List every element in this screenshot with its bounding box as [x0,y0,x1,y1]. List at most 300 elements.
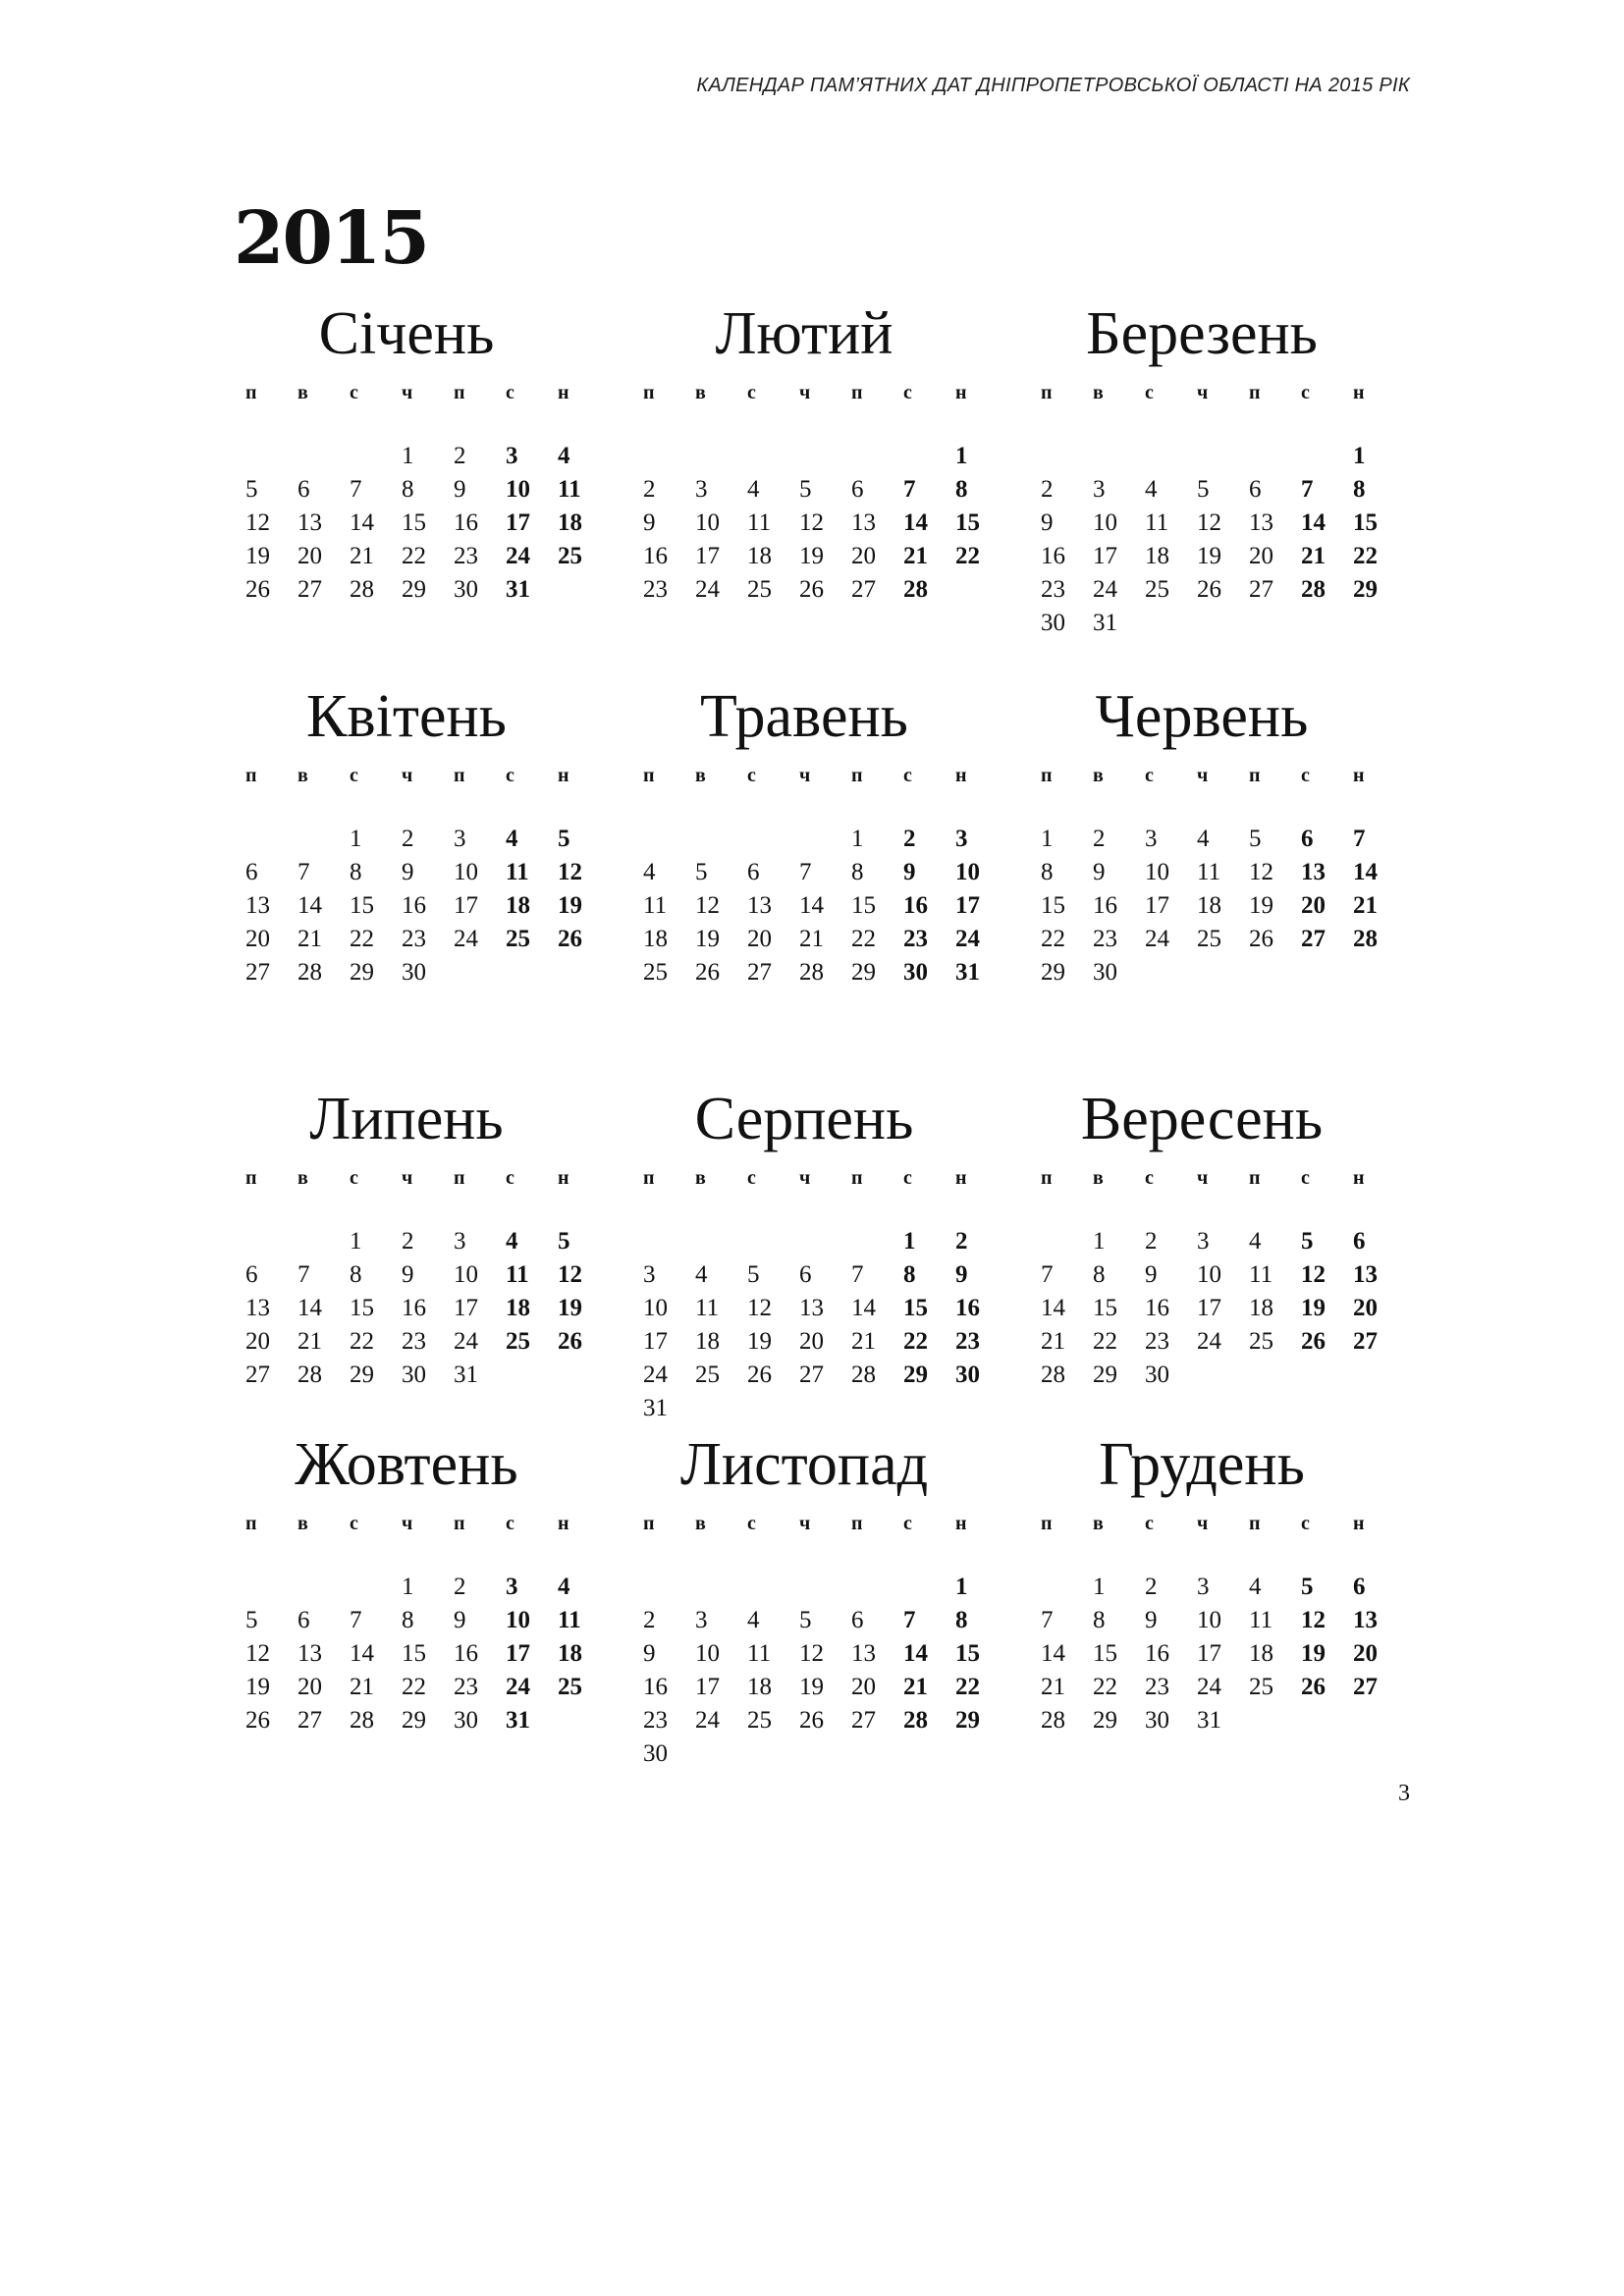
day-number: 19 [1197,543,1221,569]
day-number: 20 [298,543,322,569]
day-number: 12 [245,509,270,536]
day-number: 15 [955,1640,980,1667]
day-number: 31 [1197,1707,1221,1734]
month-name: Жовтень [295,1431,518,1498]
day-number: 5 [747,1261,760,1288]
day-number: 7 [1041,1261,1054,1288]
day-number: 15 [851,892,876,919]
day-number: 10 [1197,1607,1221,1633]
day-number: 15 [1093,1295,1117,1321]
day-number: 7 [1353,826,1366,852]
day-number: 10 [955,859,980,885]
day-number: 22 [903,1328,928,1355]
day-number: 3 [506,443,518,469]
day-number: 28 [903,1707,928,1734]
day-number: 6 [1301,826,1314,852]
day-number: 13 [799,1295,824,1321]
day-number: 15 [1093,1640,1117,1667]
day-number: 8 [955,1607,968,1633]
weekday-label: п [851,764,863,786]
weekday-label: ч [799,381,811,403]
page-number: 3 [1398,1781,1410,1806]
day-number: 2 [643,1607,656,1633]
day-number: 6 [1249,476,1262,503]
day-number: 14 [1041,1640,1065,1667]
day-number: 24 [506,543,530,569]
day-number: 7 [799,859,812,885]
day-number: 26 [1301,1328,1326,1355]
day-number: 11 [643,892,668,919]
month-block [240,294,583,607]
day-number: 16 [643,1674,668,1700]
day-number: 13 [1249,509,1273,536]
day-number: 15 [955,509,980,536]
weekday-label: в [695,381,706,403]
day-number: 3 [955,826,968,852]
day-number: 13 [747,892,772,919]
day-number: 9 [402,859,414,885]
day-number: 24 [1197,1328,1221,1355]
weekday-label: п [1041,1512,1053,1534]
day-number: 27 [1301,926,1326,952]
weekday-label: с [506,1166,514,1189]
day-number: 30 [402,959,426,986]
day-number: 4 [747,476,760,503]
day-number: 23 [1093,926,1117,952]
weekday-label: ч [799,1166,811,1189]
weekday-label: ч [402,1512,413,1534]
day-number: 2 [454,1574,466,1600]
day-number: 16 [402,1295,426,1321]
day-number: 6 [245,859,258,885]
day-number: 22 [1353,543,1378,569]
day-number: 29 [1093,1707,1117,1734]
day-number: 20 [747,926,772,952]
day-number: 4 [1249,1574,1262,1600]
day-number: 4 [1249,1228,1262,1255]
day-number: 11 [1145,509,1169,536]
day-number: 18 [1145,543,1169,569]
weekday-label: п [643,381,655,403]
day-number: 28 [851,1362,876,1388]
day-number: 23 [454,1674,478,1700]
day-number: 28 [350,576,374,603]
day-number: 17 [955,892,980,919]
day-number: 22 [402,543,426,569]
day-number: 12 [245,1640,270,1667]
day-number: 13 [1301,859,1326,885]
month-name: Липень [309,1086,504,1152]
month-name: Серпень [694,1086,914,1152]
day-number: 16 [454,509,478,536]
month-name: Грудень [1099,1431,1305,1498]
day-number: 15 [402,1640,426,1667]
weekday-label: с [1301,381,1310,403]
day-number: 20 [298,1674,322,1700]
month-block [637,1425,981,1771]
day-number: 1 [350,826,362,852]
month-name: Лютий [715,300,893,367]
day-number: 17 [695,543,720,569]
day-number: 30 [1145,1707,1169,1734]
weekday-label: с [1145,381,1154,403]
day-number: 21 [350,543,374,569]
day-number: 6 [851,476,864,503]
day-number: 26 [695,959,720,986]
day-number: 23 [1145,1328,1169,1355]
day-number: 8 [851,859,864,885]
day-number: 7 [350,1607,362,1633]
day-number: 11 [1249,1261,1273,1288]
day-number: 14 [298,892,322,919]
day-number: 17 [506,1640,530,1667]
day-number: 5 [1249,826,1262,852]
day-number: 9 [955,1261,968,1288]
day-number: 24 [454,926,478,952]
day-number: 29 [903,1362,928,1388]
weekday-label: ч [1197,1512,1209,1534]
day-number: 10 [695,509,720,536]
weekday-label: с [903,381,912,403]
day-number: 18 [643,926,668,952]
day-number: 26 [799,1707,824,1734]
day-number: 31 [955,959,980,986]
day-number: 14 [350,1640,374,1667]
weekday-label: н [558,1512,569,1534]
weekday-label: ч [402,381,413,403]
day-number: 10 [506,1607,530,1633]
month-block [637,1080,981,1425]
day-number: 11 [558,1607,581,1633]
day-number: 5 [1301,1574,1314,1600]
day-number: 9 [1093,859,1106,885]
day-number: 9 [402,1261,414,1288]
day-number: 17 [695,1674,720,1700]
day-number: 10 [454,859,478,885]
day-number: 15 [350,892,374,919]
day-number: 25 [506,1328,530,1355]
day-number: 16 [454,1640,478,1667]
day-number: 28 [1301,576,1326,603]
day-number: 26 [245,1707,270,1734]
weekday-label: н [955,764,967,786]
day-number: 21 [851,1328,876,1355]
day-number: 12 [747,1295,772,1321]
day-number: 6 [1353,1574,1366,1600]
weekday-header [637,373,981,412]
weekday-label: в [298,1166,308,1189]
day-number: 6 [799,1261,812,1288]
day-number: 17 [1197,1295,1221,1321]
day-number: 30 [402,1362,426,1388]
day-number: 6 [298,476,310,503]
weekday-label: п [454,1166,465,1189]
weekday-label: ч [402,1166,413,1189]
running-title: КАЛЕНДАР ПАМ’ЯТНИХ ДАТ ДНІПРОПЕТРОВСЬКОЇ ОБЛАСТІ НА 2015 РІК [696,75,1410,96]
days-grid [240,440,583,607]
days-grid [637,1571,981,1771]
day-number: 18 [558,1640,582,1667]
day-number: 8 [1041,859,1054,885]
month-block [1035,1080,1379,1392]
day-number: 6 [298,1607,310,1633]
day-number: 2 [1041,476,1054,503]
day-number: 12 [695,892,720,919]
day-number: 5 [245,1607,258,1633]
weekday-label: с [350,1512,358,1534]
day-number: 30 [454,576,478,603]
weekday-label: с [506,1512,514,1534]
days-grid [240,823,583,989]
weekday-label: с [350,764,358,786]
day-number: 24 [506,1674,530,1700]
day-number: 11 [1249,1607,1273,1633]
month-block [240,677,583,989]
days-grid [637,1225,981,1425]
weekday-label: с [903,1166,912,1189]
day-number: 5 [1197,476,1210,503]
weekday-label: ч [1197,1166,1209,1189]
day-number: 14 [851,1295,876,1321]
day-number: 14 [1301,509,1326,536]
day-number: 7 [903,476,916,503]
day-number: 6 [245,1261,258,1288]
day-number: 25 [747,576,772,603]
day-number: 24 [695,576,720,603]
day-number: 25 [558,543,582,569]
day-number: 23 [454,543,478,569]
day-number: 25 [1249,1674,1273,1700]
day-number: 12 [1249,859,1273,885]
day-number: 24 [955,926,980,952]
day-number: 30 [1093,959,1117,986]
day-number: 4 [747,1607,760,1633]
day-number: 7 [851,1261,864,1288]
day-number: 13 [851,1640,876,1667]
weekday-label: п [454,381,465,403]
month-name: Листопад [679,1431,929,1498]
weekday-label: н [955,1512,967,1534]
day-number: 1 [955,443,968,469]
day-number: 23 [1041,576,1065,603]
day-number: 3 [1093,476,1106,503]
day-number: 30 [1041,610,1065,636]
day-number: 2 [1145,1228,1158,1255]
weekday-header [637,1504,981,1543]
day-number: 9 [454,476,466,503]
day-number: 27 [245,959,270,986]
day-number: 3 [506,1574,518,1600]
day-number: 14 [350,509,374,536]
day-number: 7 [298,859,310,885]
weekday-label: с [747,764,756,786]
day-number: 15 [903,1295,928,1321]
day-number: 1 [903,1228,916,1255]
day-number: 21 [1041,1328,1065,1355]
day-number: 2 [903,826,916,852]
weekday-label: п [1249,1166,1261,1189]
day-number: 12 [558,1261,582,1288]
day-number: 20 [245,1328,270,1355]
day-number: 7 [1301,476,1314,503]
day-number: 19 [1249,892,1273,919]
day-number: 27 [851,576,876,603]
day-number: 13 [851,509,876,536]
day-number: 19 [558,892,582,919]
day-number: 15 [1041,892,1065,919]
day-number: 13 [245,1295,270,1321]
day-number: 12 [799,1640,824,1667]
day-number: 21 [1353,892,1378,919]
weekday-label: п [1249,1512,1261,1534]
weekday-label: с [747,1166,756,1189]
day-number: 27 [298,576,322,603]
day-number: 5 [1301,1228,1314,1255]
day-number: 8 [402,476,414,503]
day-number: 24 [1145,926,1169,952]
day-number: 27 [1249,576,1273,603]
day-number: 22 [1093,1674,1117,1700]
day-number: 26 [558,1328,582,1355]
day-number: 8 [1353,476,1366,503]
day-number: 13 [245,892,270,919]
day-number: 1 [402,1574,414,1600]
days-grid [240,1571,583,1737]
day-number: 11 [747,1640,772,1667]
day-number: 4 [1145,476,1158,503]
day-number: 1 [955,1574,968,1600]
day-number: 4 [1197,826,1210,852]
day-number: 21 [298,1328,322,1355]
day-number: 16 [903,892,928,919]
weekday-label: с [350,1166,358,1189]
day-number: 17 [454,1295,478,1321]
day-number: 14 [903,509,928,536]
day-number: 9 [454,1607,466,1633]
day-number: 19 [245,1674,270,1700]
days-grid [240,1225,583,1392]
day-number: 26 [558,926,582,952]
month-name: Червень [1095,683,1309,750]
weekday-label: с [747,381,756,403]
day-number: 21 [799,926,824,952]
day-number: 31 [643,1395,668,1421]
day-number: 19 [558,1295,582,1321]
day-number: 31 [454,1362,478,1388]
day-number: 8 [1093,1261,1106,1288]
day-number: 11 [506,1261,529,1288]
day-number: 1 [851,826,864,852]
day-number: 20 [1353,1295,1378,1321]
day-number: 18 [1249,1640,1273,1667]
weekday-label: п [1249,381,1261,403]
day-number: 22 [402,1674,426,1700]
day-number: 8 [1093,1607,1106,1633]
day-number: 1 [1041,826,1054,852]
day-number: 21 [1301,543,1326,569]
day-number: 5 [245,476,258,503]
day-number: 14 [1353,859,1378,885]
year-title: 2015 [234,196,428,281]
day-number: 2 [643,476,656,503]
day-number: 9 [1145,1261,1158,1288]
day-number: 30 [903,959,928,986]
day-number: 12 [558,859,582,885]
day-number: 30 [454,1707,478,1734]
days-grid [1035,440,1379,640]
day-number: 25 [643,959,668,986]
weekday-label: п [245,1512,257,1534]
month-block [1035,677,1379,989]
day-number: 12 [799,509,824,536]
day-number: 24 [643,1362,668,1388]
weekday-header [1035,1504,1379,1543]
day-number: 23 [903,926,928,952]
day-number: 17 [1093,543,1117,569]
weekday-label: п [454,764,465,786]
day-number: 25 [747,1707,772,1734]
days-grid [1035,1571,1379,1737]
day-number: 24 [695,1707,720,1734]
day-number: 16 [1093,892,1117,919]
days-grid [1035,1225,1379,1392]
day-number: 29 [350,959,374,986]
day-number: 28 [1041,1362,1065,1388]
weekday-label: п [245,1166,257,1189]
day-number: 17 [506,509,530,536]
weekday-label: с [903,764,912,786]
day-number: 26 [799,576,824,603]
day-number: 9 [1041,509,1054,536]
day-number: 29 [350,1362,374,1388]
day-number: 28 [298,1362,322,1388]
day-number: 9 [1145,1607,1158,1633]
weekday-label: п [851,1512,863,1534]
day-number: 25 [695,1362,720,1388]
day-number: 10 [506,476,530,503]
day-number: 4 [558,443,570,469]
day-number: 20 [851,1674,876,1700]
day-number: 3 [643,1261,656,1288]
day-number: 16 [1041,543,1065,569]
day-number: 14 [903,1640,928,1667]
day-number: 29 [402,1707,426,1734]
weekday-label: п [851,1166,863,1189]
day-number: 23 [955,1328,980,1355]
day-number: 9 [903,859,916,885]
day-number: 8 [402,1607,414,1633]
day-number: 5 [799,476,812,503]
days-grid [1035,823,1379,989]
day-number: 1 [350,1228,362,1255]
month-name: Вересень [1080,1086,1324,1152]
weekday-label: с [1301,1166,1310,1189]
day-number: 14 [298,1295,322,1321]
day-number: 4 [643,859,656,885]
day-number: 8 [350,859,362,885]
day-number: 18 [558,509,582,536]
day-number: 11 [747,509,772,536]
days-grid [637,440,981,607]
weekday-label: п [643,764,655,786]
month-block [1035,294,1379,640]
day-number: 26 [1301,1674,1326,1700]
day-number: 12 [1301,1261,1326,1288]
day-number: 10 [695,1640,720,1667]
day-number: 24 [1093,576,1117,603]
day-number: 25 [558,1674,582,1700]
weekday-label: в [695,764,706,786]
